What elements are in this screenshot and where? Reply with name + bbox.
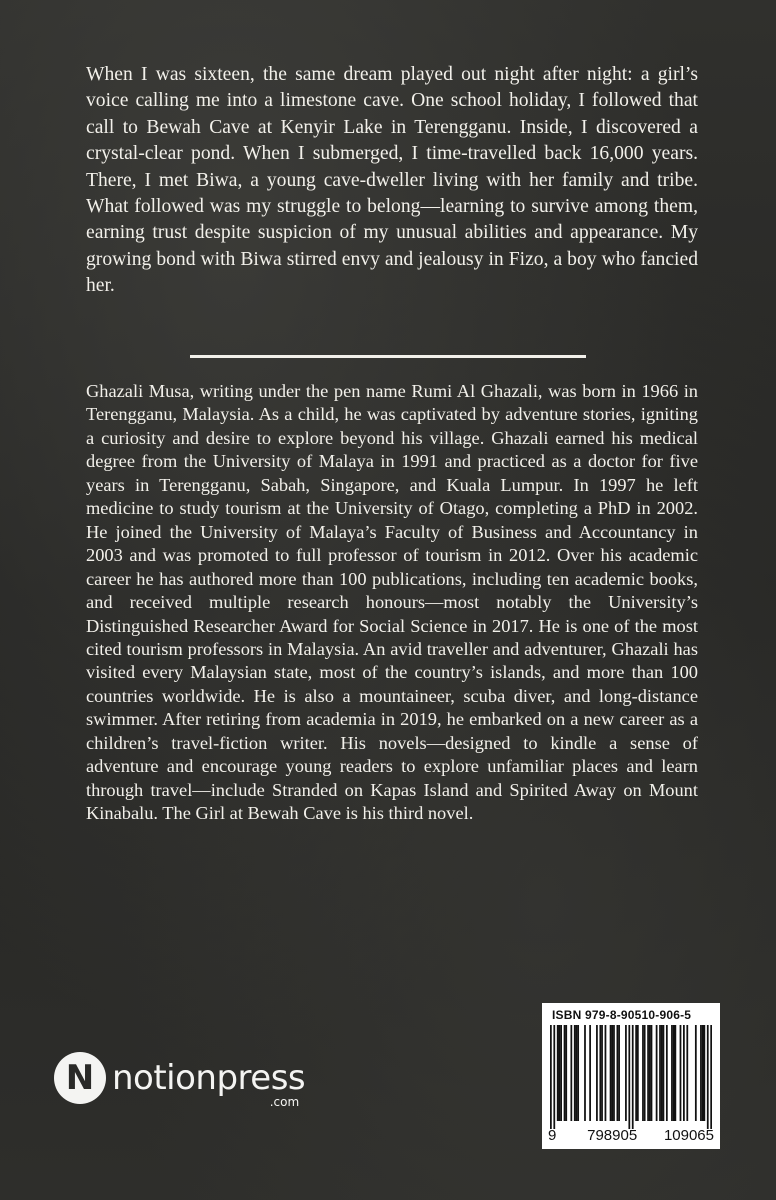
barcode-bar bbox=[601, 1025, 603, 1121]
barcode-bar bbox=[584, 1025, 586, 1121]
barcode-bar bbox=[628, 1025, 630, 1129]
barcode-bar bbox=[613, 1025, 615, 1121]
barcode-bar bbox=[702, 1025, 704, 1121]
barcode-digit-group-2: 109065 bbox=[663, 1127, 714, 1144]
barcode-bar bbox=[617, 1025, 619, 1121]
barcode-bar bbox=[611, 1025, 613, 1121]
barcode-bar bbox=[647, 1025, 649, 1121]
barcode-bars bbox=[550, 1025, 712, 1129]
publisher-logo bbox=[54, 1052, 306, 1109]
author-biography: Ghazali Musa, writing under the pen name Rumi Al Ghazali, was born in 1966 in Terengganu, Malaysia. As a child, he was captivated by adventure stories, igniting a curiosity and desire to explore beyond his village. Ghazali earned his medical degree from the University of Malaya in 1991 and practiced as a doctor for five years in Terengganu, Sabah, Singapore, and Kuala Lumpur. In 1997 he left medicine to study tourism at the University of Otago, completing a PhD in 2002. He joined the University of Malaya’s Faculty of Business and Accountancy in 2003 and was promoted to full professor of tourism in 2012. Over his academic career he has authored more than 100 publications, including ten academic books, and received multiple research honours—most notably the University’s Distinguished Researcher Award for Social Science in 2017. He is one of the most cited tourism professors in Malaysia. An avid traveller and adventurer, Ghazali has visited every Malaysian state, most of the country’s islands, and more than 100 countries worldwide. He is also a mountaineer, scuba diver, and long-distance swimmer. After retiring from academia in 2019, he embarked on a new career as a children’s travel-fiction writer. His novels—designed to kindle a sense of adventure and encourage young readers to explore unfamiliar places and learn through travel—include Stranded on Kapas Island and Spirited Away on Mount Kinabalu. The Girl at Bewah Cave is his third novel. bbox=[86, 381, 698, 824]
barcode-bar bbox=[635, 1025, 637, 1121]
barcode-bar bbox=[599, 1025, 601, 1121]
barcode-bar bbox=[700, 1025, 702, 1121]
barcode-bar bbox=[683, 1025, 685, 1121]
barcode-bar bbox=[651, 1025, 653, 1121]
barcode-bar bbox=[637, 1025, 639, 1121]
barcode-bar bbox=[589, 1025, 591, 1121]
barcode-bar bbox=[659, 1025, 661, 1121]
barcode-bar bbox=[605, 1025, 607, 1121]
barcode-bar bbox=[703, 1025, 705, 1121]
barcode-bar bbox=[656, 1025, 658, 1121]
barcode-bar bbox=[673, 1025, 675, 1121]
barcode-bar bbox=[666, 1025, 668, 1121]
barcode-bar bbox=[649, 1025, 651, 1121]
barcode-lead-digit: 9 bbox=[548, 1127, 557, 1144]
barcode-bar bbox=[550, 1025, 552, 1129]
barcode-bar bbox=[695, 1025, 697, 1121]
barcode-bar bbox=[557, 1025, 559, 1121]
barcode-bar bbox=[559, 1025, 561, 1121]
barcode-bar bbox=[663, 1025, 665, 1121]
barcode-digits bbox=[548, 1127, 714, 1144]
barcode-bar bbox=[661, 1025, 663, 1121]
back-cover-blurb: When I was sixteen, the same dream played out night after night: a girl’s voice calling me into a limestone cave. One school holiday, I followed that call to Bewah Cave at Kenyir Lake in Terengganu. Inside, I discovered a crystal-clear pond. When I submerged, I time-travelled back 16,000 years. There, I met Biwa, a young cave-dweller living with her family and tribe. What followed was my struggle to belong—learning to survive among them, earning trust despite suspicion of my unusual abilities and appearance. My growing bond with Biwa stirred envy and jealousy in Fizo, a boy who fancied her. bbox=[86, 64, 698, 297]
publisher-name: notionpress bbox=[112, 1058, 306, 1098]
barcode-bar bbox=[632, 1025, 634, 1129]
barcode-bar bbox=[618, 1025, 620, 1121]
publisher-domain-suffix: .com bbox=[269, 1095, 300, 1109]
barcode-bar bbox=[686, 1025, 688, 1121]
barcode-bar bbox=[625, 1025, 627, 1121]
barcode-bar bbox=[680, 1025, 682, 1121]
barcode-bar bbox=[565, 1025, 567, 1121]
barcode-bar bbox=[560, 1025, 562, 1121]
barcode-bar bbox=[642, 1025, 644, 1121]
barcode-bar bbox=[707, 1025, 709, 1129]
barcode-bar bbox=[564, 1025, 566, 1121]
isbn-label: ISBN 979-8-90510-906-5 bbox=[552, 1008, 692, 1022]
section-divider bbox=[190, 355, 586, 358]
barcode-bar bbox=[644, 1025, 646, 1121]
barcode-bar bbox=[710, 1025, 712, 1129]
barcode-bar bbox=[577, 1025, 579, 1121]
barcode-bar bbox=[576, 1025, 578, 1121]
barcode-bar bbox=[596, 1025, 598, 1121]
isbn-barcode bbox=[542, 1003, 720, 1149]
barcode-bar bbox=[671, 1025, 673, 1121]
barcode-digit-group-1: 798905 bbox=[587, 1127, 638, 1144]
barcode-bar bbox=[570, 1025, 572, 1121]
publisher-mark-icon: N bbox=[54, 1052, 106, 1104]
barcode-bar bbox=[574, 1025, 576, 1121]
barcode-bar bbox=[674, 1025, 676, 1121]
barcode-bar bbox=[553, 1025, 555, 1129]
barcode-bar bbox=[610, 1025, 612, 1121]
